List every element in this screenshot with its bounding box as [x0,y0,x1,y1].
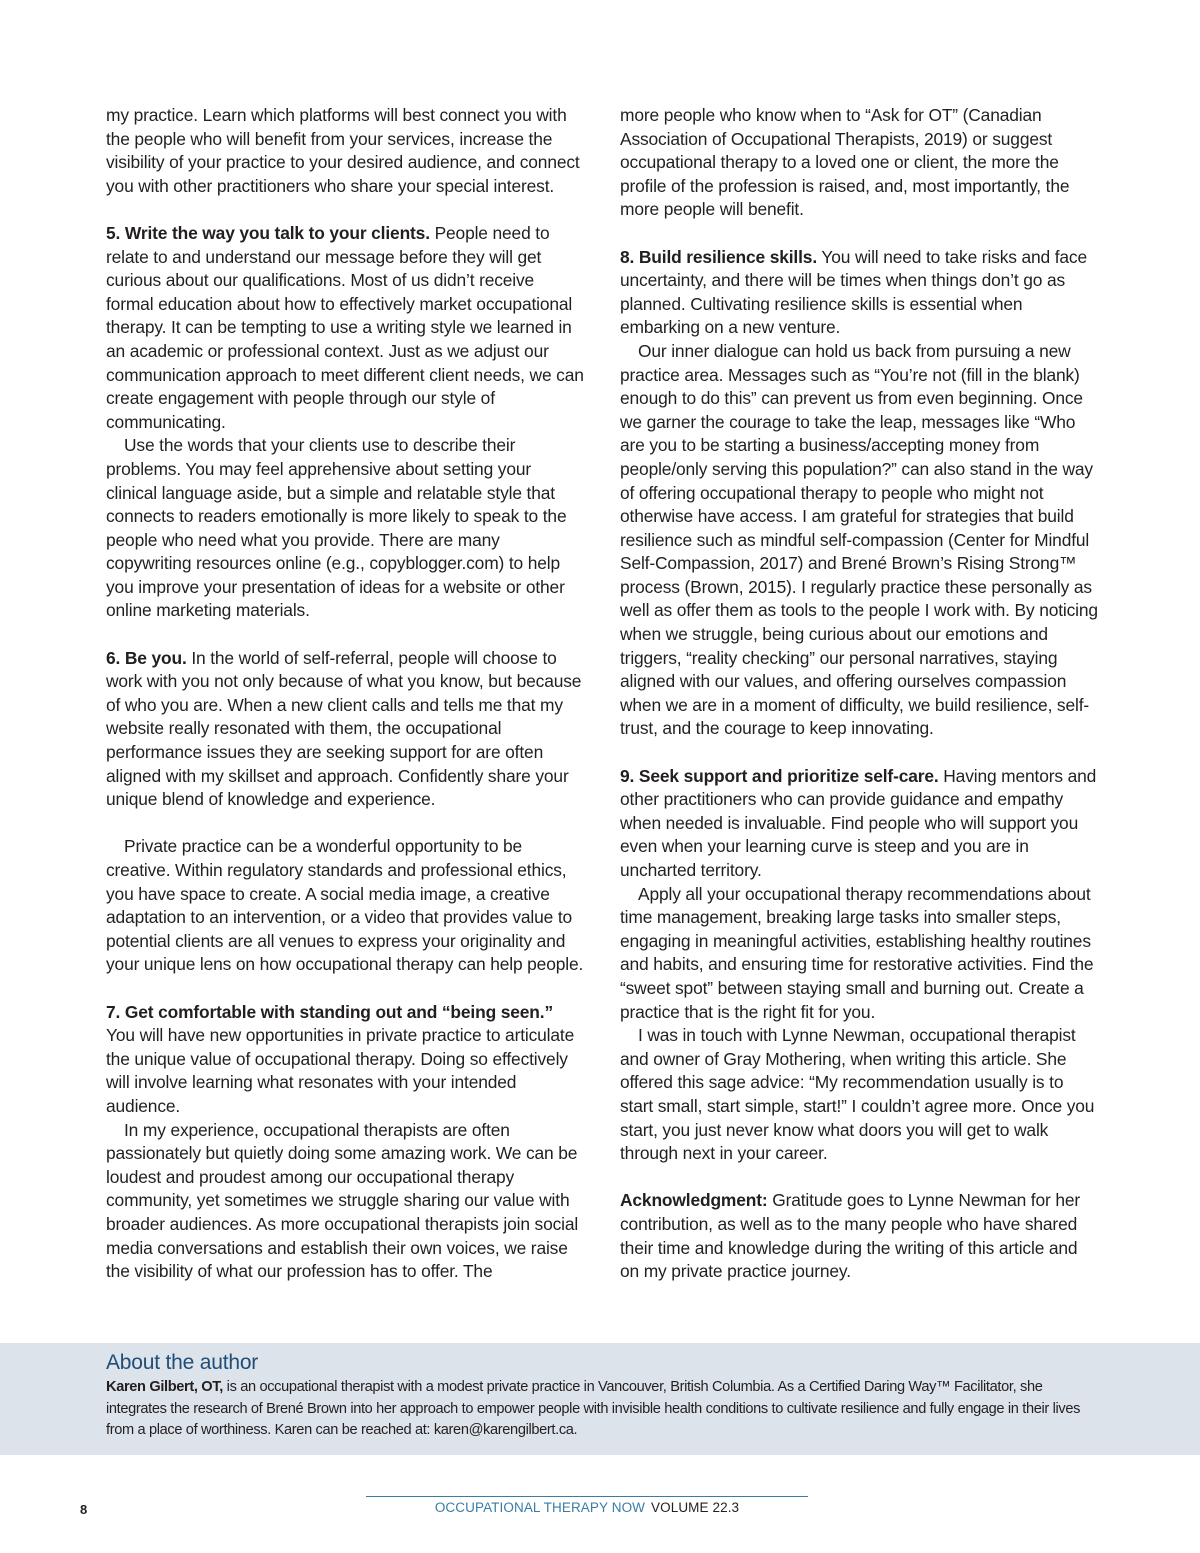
section-9 [620,765,1098,883]
paragraph: Our inner dialogue can hold us back from pursuing a new practice area. Messages such as “You’re not (fill in the blank) enough to do this” can prevent us from even beginning. Once we garner the courage to take the leap, messages like “Who are you to be starting a business/accepting money from people/only serving this population?” can also stand in the way of offering occupational therapy to people who might not otherwise have access. I am grateful for strategies that build resilience such as mindful self-compassion (Center for Mindful Self-Compassion, 2017) and Brené Brown’s Rising Strong™ process (Brown, 2015). I regularly practice these personally as well as offer them as tools to the people I work with. By noticing when we struggle, being curious about our emotions and triggers, “reality checking” our personal narratives, staying aligned with our values, and offering ourselves compassion when we are in a moment of difficulty, we build resilience, self-trust, and the courage to keep innovating. [620,340,1098,739]
left-column [106,104,584,1284]
section-6 [106,647,584,812]
section-text: In the world of self-referral, people will choose to work with you not only because of what you know, but because of who you are. When a new client calls and tells me that my website really resonated with them, the occupational performance issues they are seeking support for are often aligned with my skillset and approach. Confidently share your unique blend of knowledge and experience. [106,647,582,810]
acknowledgment-text: Gratitude goes to Lynne Newman for her contribution, as well as to the many people who have shared their time and knowledge during the writing of this article and on my private practice journey. [620,1190,1081,1282]
acknowledgment [620,1189,1098,1283]
section-text: Having mentors and other practitioners who can provide guidance and empathy when needed is invaluable. Find people who will support you even when your learning curve is steep and you are in uncharted territory. [620,765,1097,880]
section-heading: 9. Seek support and prioritize self-care. [620,765,939,786]
section-7 [106,1001,584,1119]
paragraph: I was in touch with Lynne Newman, occupational therapist and owner of Gray Mothering, when writing this article. She offered this sage advice: “My recommendation usually is to start small, start simple, start!” I couldn’t agree more. Once you start, you just never know what doors you will get to walk through next in your career. [620,1025,1095,1164]
acknowledgment-heading: Acknowledgment: [620,1190,768,1211]
section-text: You will have new opportunities in private practice to articulate the unique value of occupational therapy. Doing so effectively will involve learning what resonates with your intended audience. [106,1025,575,1116]
author-name: Karen Gilbert, OT, [106,1379,223,1395]
volume-label: VOLUME 22.3 [651,1500,740,1515]
paragraph: my practice. Learn which platforms will best connect you with the people who will benefit from your services, increase the visibility of your practice to your desired audience, and connect you with other practitioners who share your special interest. [106,105,580,196]
section-text: You will need to take risks and face uncertainty, and there will be times when things don’t go as planned. Cultivating resilience skills is essential when embarking on a new venture. [620,246,1087,338]
running-footer [366,1500,808,1515]
paragraph: Private practice can be a wonderful opportunity to be creative. Within regulatory standards and professional ethics, you have space to create. A social media image, a creative adaptation to an intervention, or a video that provides value to potential clients are all venues to express your originality and your unique lens on how occupational therapy can help people. [106,836,584,975]
section-heading: 6. Be you. [106,647,187,668]
journal-title: OCCUPATIONAL THERAPY NOW [434,1500,646,1515]
footer-divider [366,1496,808,1497]
section-heading: 7. Get comfortable with standing out and “being seen.” [106,1001,553,1022]
bio-text: is an occupational therapist with a modest private practice in Vancouver, British Columbia. As a Certified Daring Way™ Facilitator, she integrates the research of Brené Brown into her approach to empower people with invisible health conditions to cultivate resilience and fully engage in their lives from a place of worthiness. Karen can be reached at: karen@karengilbert.ca. [106,1379,1081,1438]
about-the-author-box [0,1343,1200,1455]
paragraph: In my experience, occupational therapists are often passionately but quietly doing some amazing work. We can be loudest and proudest among our occupational therapy community, yet sometimes we struggle sharing our value with broader audiences. As more occupational therapists join social media conversations and establish their own voices, we raise the visibility of what our profession has to offer. The [106,1119,579,1282]
paragraph: more people who know when to “Ask for OT” (Canadian Association of Occupational Therapists, 2019) or suggest occupational therapy to a loved one or client, the more the profile of the profession is raised, and, most importantly, the more people will benefit. [620,105,1070,220]
right-column [620,104,1098,1284]
section-5 [106,222,584,434]
section-text: People need to relate to and understand our message before they will get curious about our qualifications. Most of us didn’t receive formal education about how to effectively market occupational therapy. It can be tempting to use a writing style we learned in an academic or professional context. Just as we adjust our communication approach to meet different client needs, we can create engagement with people through our style of communicating. [106,222,584,432]
section-heading: 5. Write the way you talk to your clients. [106,222,430,243]
section-heading: 8. Build resilience skills. [620,246,818,267]
about-title: About the author [106,1351,259,1374]
paragraph: Apply all your occupational therapy recommendations about time management, breaking large tasks into smaller steps, engaging in meaningful activities, establishing healthy routines and habits, and ensuring time for restorative activities. Find the “sweet spot” between staying small and burning out. Create a practice that is the right fit for you. [620,883,1094,1022]
section-8 [620,246,1098,340]
author-bio [106,1377,1096,1442]
page-number: 8 [80,1502,88,1517]
paragraph: Use the words that your clients use to describe their problems. You may feel apprehensive about setting your clinical language aside, but a simple and relatable style that connects to readers emotionally is more likely to speak to the people who need what you provide. There are many copywriting resources online (e.g., copyblogger.com) to help you improve your presentation of ideas for a website or other online marketing materials. [106,435,567,621]
